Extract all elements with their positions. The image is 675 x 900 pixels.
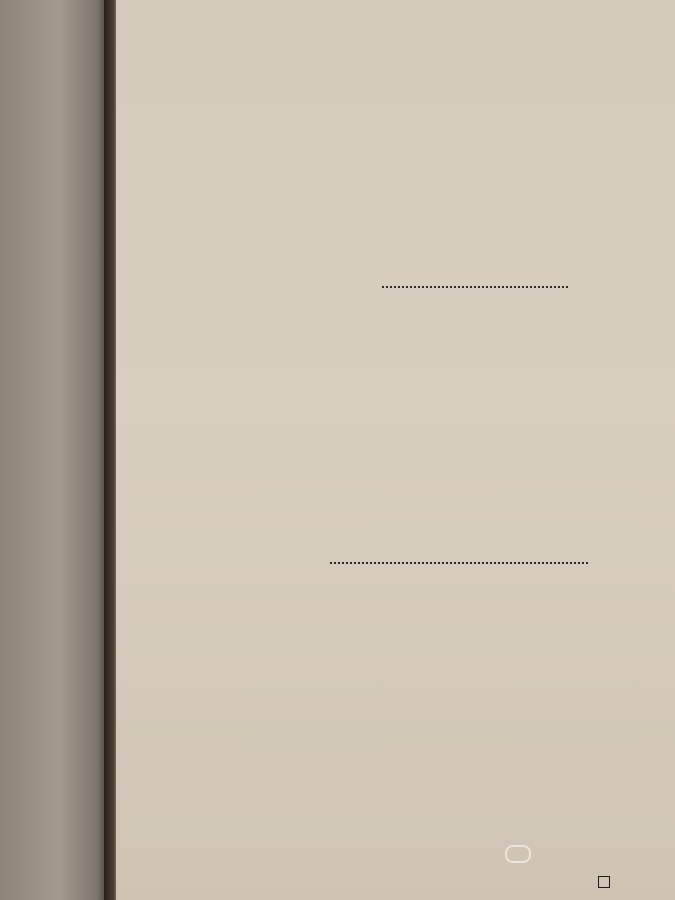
chapter13-title-row [130,264,612,286]
watermark [505,845,535,866]
toc-page [116,0,675,900]
chapter14-title-row [130,540,632,562]
dot-leader [330,540,588,564]
facing-page-left [0,0,108,900]
square-icon [598,876,610,888]
cloud-logo-icon [505,845,531,863]
dot-leader [382,264,568,288]
